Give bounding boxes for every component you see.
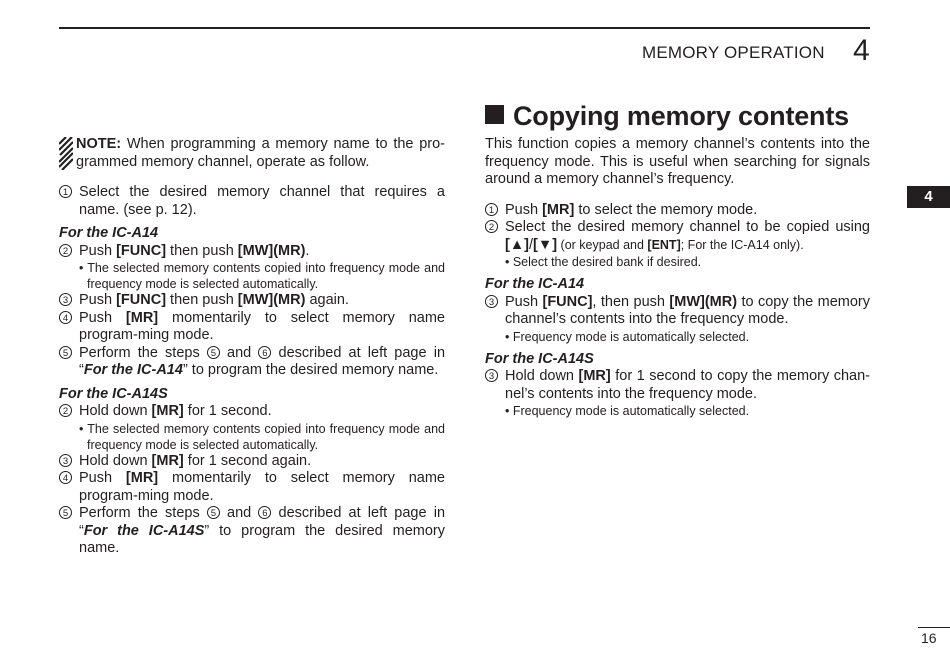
step-ref: 5 [207,346,220,359]
chapter-side-tab: 4 [907,186,950,208]
right-a14s-step-3 [485,368,870,403]
key-label: [MR] [125,309,159,326]
left-column [59,136,445,558]
step-text: Hold down [79,403,152,419]
step-number: 5 [59,346,72,359]
step-number: 5 [59,506,72,519]
step-ref: 6 [258,506,271,519]
reference-title: For the IC-A14 [83,362,183,378]
note-block [59,136,445,171]
step-number: 4 [59,311,72,324]
step-text: to select the memory mode. [574,201,758,218]
step-text: described at left page in “ [79,344,446,378]
header-rule [59,27,870,29]
step-text: . [305,242,310,259]
reference-title: For the IC-A14S [83,522,205,539]
step-text: Perform the steps [79,344,207,361]
left-a14s-step-3 [59,453,445,471]
step-text: Hold down [79,452,152,469]
step-text: ” to program the desired memory name. [182,362,439,378]
step-text: ” to program the desired memory name. [79,522,446,556]
chapter-number: 4 [853,34,870,67]
bullet-note: • The selected memory contents copied into frequency mode and frequency mode is selected automatically. [79,421,445,452]
up-key-label: [▲] [505,236,530,253]
step-number: 1 [485,203,498,216]
key-label: [MW](MR) [237,292,306,308]
bullet-note: • Select the desired bank if desired. [505,255,702,269]
step-text: for 1 second to copy the memory chan-nel’s contents into the frequency mode. [505,368,870,402]
key-label: [MR] [151,452,184,469]
section-title-text: Copying memory contents [513,101,849,131]
step-text: Perform the steps [79,505,207,521]
step-text: Push [79,292,117,308]
key-label: [FUNC] [116,242,167,259]
left-a14s-step-4 [59,470,445,505]
step-text: described at left page in “ [79,505,446,539]
note-text: When programming a memory name to the pro-grammed memory channel, operate as follow. [76,136,445,170]
key-label: [ENT] [647,237,681,252]
step-text: Select the desired memory channel to be copied using [505,219,870,235]
step-number: 3 [59,454,72,467]
step-text: ; For the IC-A14 only). [680,237,804,252]
step-text: and [219,344,259,361]
subheading-ic-a14s: For the IC-A14S [59,385,168,402]
step-text: for 1 second again. [183,452,312,469]
intro-paragraph: This function copies a memory channel’s contents into the frequency mode. This is useful when searching for signals around a memory channel’s frequency. [485,136,870,187]
key-label: [MR] [125,470,159,486]
down-key-label: [▼] [533,236,558,253]
step-number: 4 [59,471,72,484]
page-number-rule [918,627,950,628]
left-a14-step-3 [59,292,445,310]
step-text: Push [79,470,126,486]
step-text: Select the desired memory channel that requires a name. (see p. 12). [79,184,445,218]
right-step-1 [485,202,870,220]
step-text: then push [166,242,238,259]
page-number: 16 [921,630,937,646]
step-ref: 6 [258,346,271,359]
step-text: then push [166,292,238,308]
left-step-1 [59,184,445,219]
note-hatch-icon [59,137,73,170]
key-label: [FUNC] [116,292,167,308]
step-number: 3 [485,295,498,308]
step-text: Hold down [505,368,579,384]
step-text: momentarily to select memory name program-ming mode. [79,309,445,343]
left-a14-step-4 [59,310,445,345]
step-number: 3 [485,369,498,382]
subheading-ic-a14s: For the IC-A14S [485,350,594,367]
step-text: to copy the memory channel’s contents into the frequency mode. [505,293,870,327]
bullet-note: • The selected memory contents copied into frequency mode and frequency mode is selected automatically. [79,261,445,291]
step-text: and [219,505,259,521]
right-column [485,136,870,419]
bullet-note: • Frequency mode is automatically selected. [505,404,750,418]
subheading-ic-a14: For the IC-A14 [59,225,159,241]
step-text: momentarily to select memory name program-ming mode. [79,470,445,504]
key-label: [MR] [578,368,611,384]
step-text: again. [305,292,349,308]
step-text: , then push [592,293,670,310]
subheading-ic-a14: For the IC-A14 [485,276,585,292]
step-text: / [529,236,534,253]
step-number: 2 [59,244,72,257]
step-text: for 1 second. [183,403,272,419]
key-label: [MR] [151,403,184,419]
right-step-2 [485,219,870,254]
key-label: [MR] [542,201,575,218]
section-title [485,101,849,132]
left-a14-step-2 [59,243,445,261]
key-label: [MW](MR) [669,293,738,310]
running-header-title: MEMORY OPERATION [642,43,825,62]
step-number: 2 [59,404,72,417]
right-a14-step-3 [485,294,870,329]
step-text: Push [505,293,543,310]
step-text: Push [79,309,126,326]
step-text: (or keypad and [557,237,648,252]
square-bullet-icon [485,105,504,124]
step-number: 3 [59,293,72,306]
left-a14-step-5 [59,345,445,380]
key-label: [FUNC] [542,293,593,310]
step-text: Push [505,201,543,218]
note-label: NOTE: [76,136,122,152]
bullet-note: • Frequency mode is automatically selected. [505,329,750,344]
left-a14s-step-2 [59,403,445,421]
step-number: 2 [485,220,498,233]
left-a14s-step-5 [59,505,445,558]
step-number: 1 [59,185,72,198]
step-text: Push [79,242,117,259]
key-label: [MW](MR) [237,242,306,259]
step-ref: 5 [207,506,220,519]
